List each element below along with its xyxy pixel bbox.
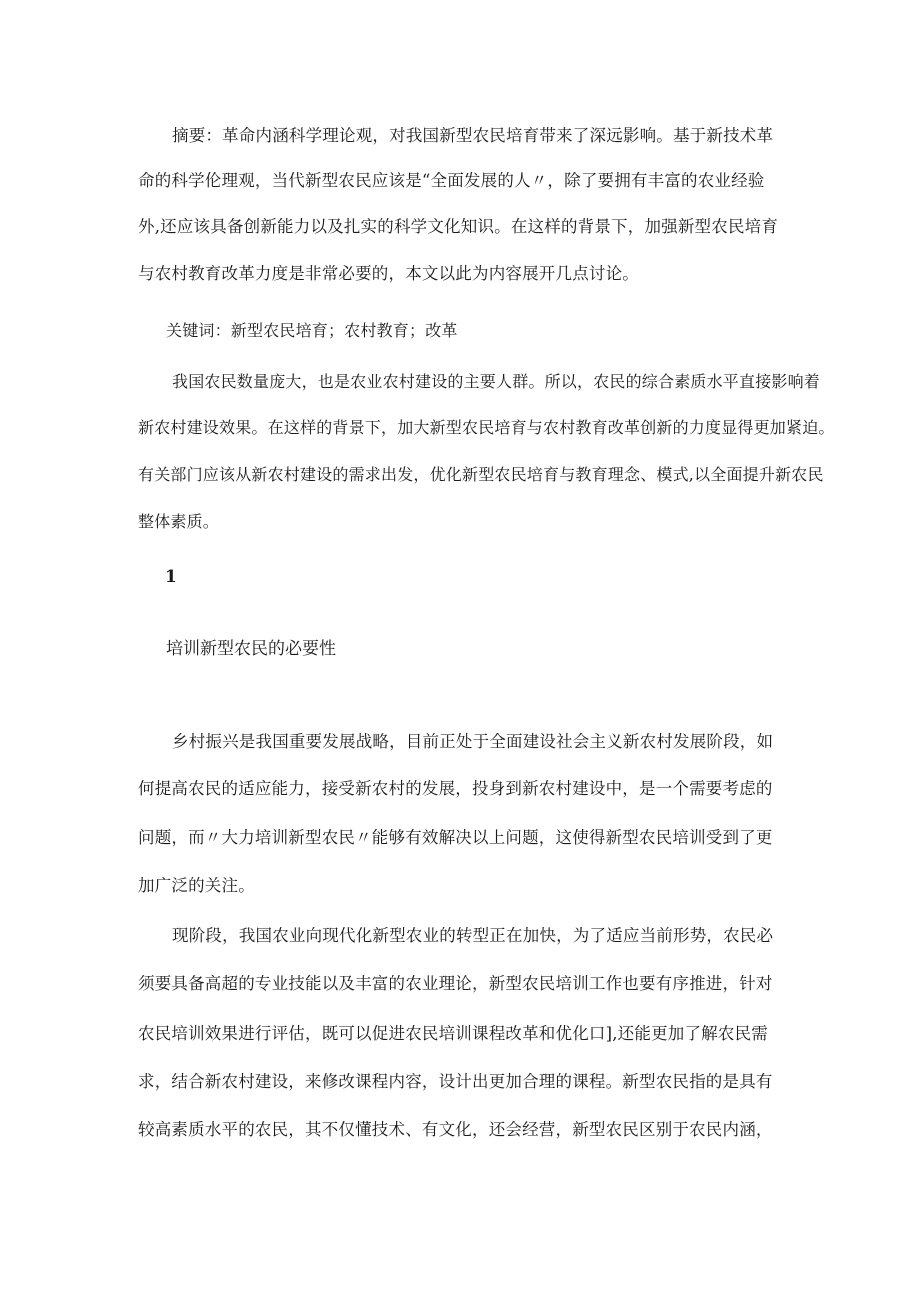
- para1-line-3: 问题，而〃大力培训新型农民〃能够有效解决以上问题，这使得新型农民培训受到了更: [138, 828, 773, 847]
- para2-line-5: 较高素质水平的农民，其不仅懂技术、有文化，还会经营，新型农民区别于农民内涵，: [138, 1120, 773, 1139]
- para2-line-2: 须要具备高超的专业技能以及丰富的农业理论，新型农民培训工作也要有序推进，针对: [138, 974, 773, 993]
- section-number: 1: [165, 567, 177, 587]
- abstract-line-3: 外,还应该具备创新能力以及扎实的科学文化知识。在这样的背景下，加强新型农民培育: [138, 217, 779, 236]
- section-title: 培训新型农民的必要性: [166, 639, 336, 659]
- para1-line-1: 乡村振兴是我国重要发展战略，目前正处于全面建设社会主义新农村发展阶段，如: [172, 732, 774, 751]
- intro-line-1: 我国农民数量庞大，也是农业农村建设的主要人群。所以，农民的综合素质水平直接影响着: [172, 372, 821, 391]
- keywords: 关键词：新型农民培育；农村教育；改革: [166, 321, 458, 340]
- para1-line-2: 何提高农民的适应能力，接受新农村的发展，投身到新农村建设中，是一个需要考虑的: [138, 779, 773, 798]
- intro-line-4: 整体素质。: [138, 512, 220, 531]
- abstract-line-4: 与农村教育改革力度是非常必要的，本文以此为内容展开几点讨论。: [138, 264, 639, 283]
- para2-line-1: 现阶段，我国农业向现代化新型农业的转型正在加快，为了适应当前形势，农民必: [172, 926, 774, 945]
- abstract-line-2: 命的科学伦理观，当代新型农民应该是“全面发展的人〃，除了要拥有丰富的农业经验: [138, 171, 765, 190]
- intro-line-3: 有关部门应该从新农村建设的需求出发，优化新型农民培育与教育理念、模式,以全面提升新农民: [138, 465, 824, 484]
- abstract-line-1: 摘要：革命内涵科学理论观，对我国新型农民培育带来了深远影响。基于新技术革: [172, 126, 774, 145]
- intro-line-2: 新农村建设效果。在这样的背景下，加大新型农民培育与农村教育改革创新的力度显得更加紧迫。: [138, 418, 835, 437]
- para1-line-4: 加广泛的关注。: [138, 876, 255, 895]
- para2-line-4: 求，结合新农村建设，来修改课程内容，设计出更加合理的课程。新型农民指的是具有: [138, 1072, 773, 1091]
- para2-line-3: 农民培训效果进行评估，既可以促进农民培训课程改革和优化口],还能更加了解农民需: [138, 1024, 768, 1043]
